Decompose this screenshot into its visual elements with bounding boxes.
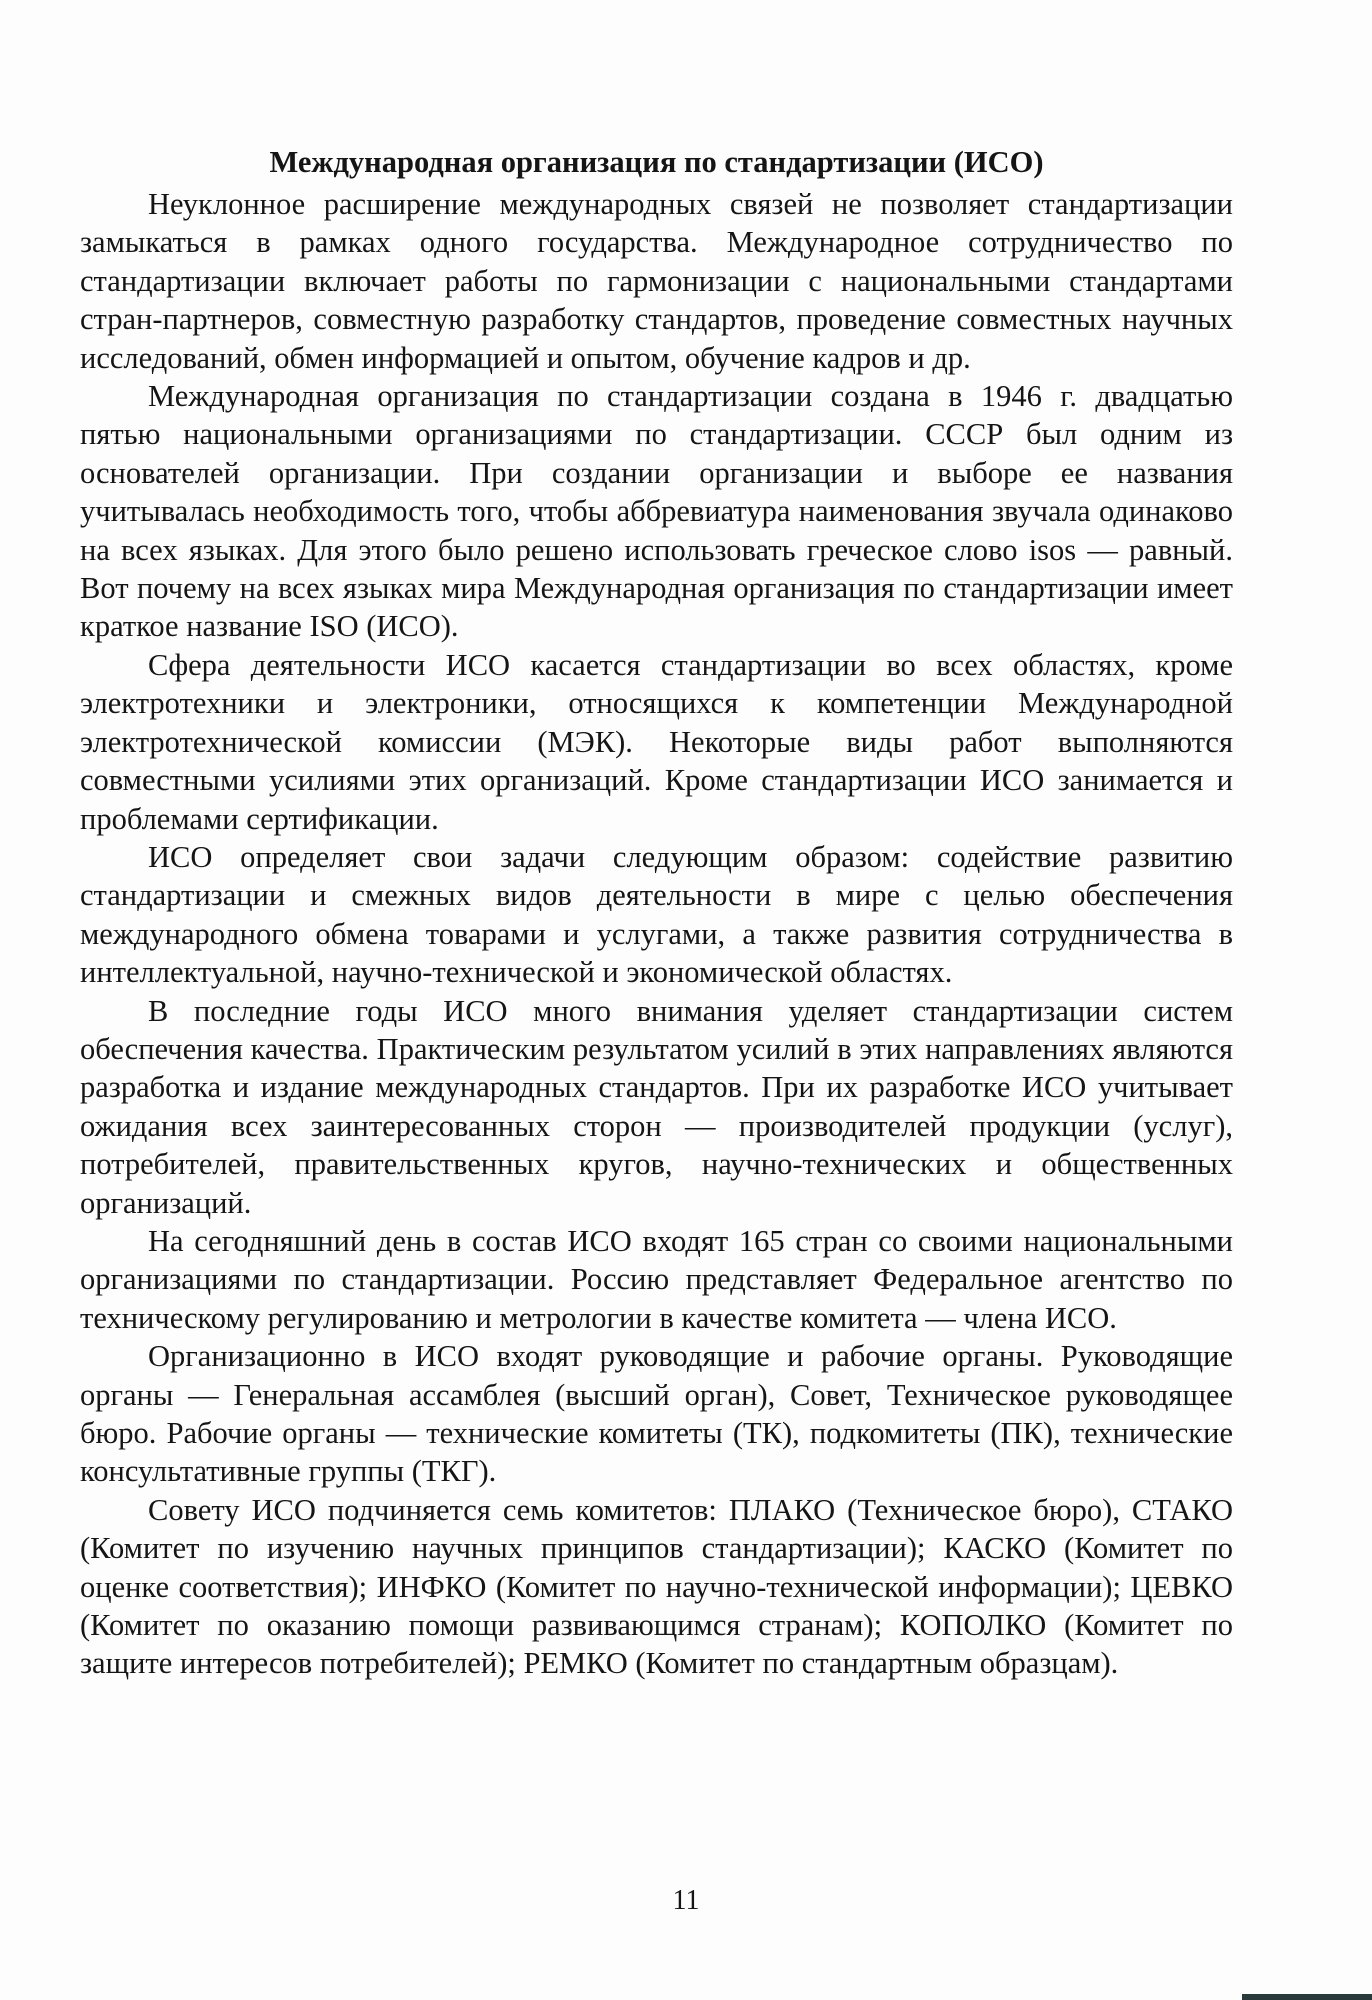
paragraph-intro: Неуклонное расширение международных связей не позволяет стандартизации замыкаться в рамках одного государства. Международное сотрудничество по стандартизации включает работы по гармонизации с национальными стандартами стран-партнеров, совместную разработку стандартов, проведение совместных научных исследований, обмен информацией и опытом, обучение кадров и др.: [80, 187, 1233, 375]
section-title: Международная организация по стандартизации (ИСО): [269, 145, 1044, 179]
paragraph-scope: Сфера деятельности ИСО касается стандартизации во всех областях, кроме электротехники и электроники, относящихся к компетенции Международной электротехнической комиссии (МЭК). Некоторые виды работ выполняются совместными усилиями этих организаций. Кроме стандартизации ИСО занимается и проблемами сертификации.: [80, 647, 1233, 836]
paragraph-goals: ИСО определяет свои задачи следующим образом: содействие развитию стандартизации и смежных видов деятельности в мире с целью обеспечения международного обмена товарами и услугами, а также развития сотрудничества в интеллектуальной, научно-технической и экономической областях.: [80, 839, 1233, 990]
page-number: 11: [672, 1885, 700, 1916]
document-body: [80, 143, 1233, 1683]
paragraph-members: На сегодняшний день в состав ИСО входят 165 стран со своими национальными организациями по стандартизации. Россию представляет Федеральное агентство по техническому регулированию и метрологии в качестве комитета — члена ИСО.: [80, 1223, 1233, 1335]
paragraph-quality: В последние годы ИСО много внимания уделяет стандартизации систем обеспечения качества. Практическим результатом усилий в этих направлениях являются разработка и издание международных стандартов. При их разработке ИСО учитывает ожидания всех заинтересованных сторон — производителей продукции (услуг), потребителей, правительственных кругов, научно-технических и общественных организаций.: [80, 993, 1233, 1220]
paragraph-committees: Совету ИСО подчиняется семь комитетов: ПЛАКО (Техническое бюро), СТАКО (Комитет по изучению научных принципов стандартизации); КАСКО (Комитет по оценке соответствия); ИНФКО (Комитет по научно-технической информации); ЦЕВКО (Комитет по оказанию помощи развивающимся странам); КОПОЛКО (Комитет по защите интересов потребителей); РЕМКО (Комитет по стандартным образцам).: [80, 1492, 1233, 1681]
scan-edge-mark: [1242, 1994, 1372, 2000]
paragraph-founding: Международная организация по стандартизации создана в 1946 г. двадцатью пятью национальными организациями по стандартизации. СССР был одним из основателей организации. При создании организации и выборе ее названия учитывалась необходимость того, чтобы аббревиатура наименования звучала одинаково на всех языках. Для этого было решено использовать греческое слово isos — равный. Вот почему на всех языках мира Международная организация по стандартизации имеет краткое название ISO (ИСО).: [80, 379, 1233, 644]
paragraph-structure: Организационно в ИСО входят руководящие и рабочие органы. Руководящие органы — Генеральная ассамблея (высший орган), Совет, Техническое руководящее бюро. Рабочие органы — технические комитеты (ТК), подкомитеты (ПК), технические консультативные группы (ТКГ).: [80, 1339, 1233, 1489]
